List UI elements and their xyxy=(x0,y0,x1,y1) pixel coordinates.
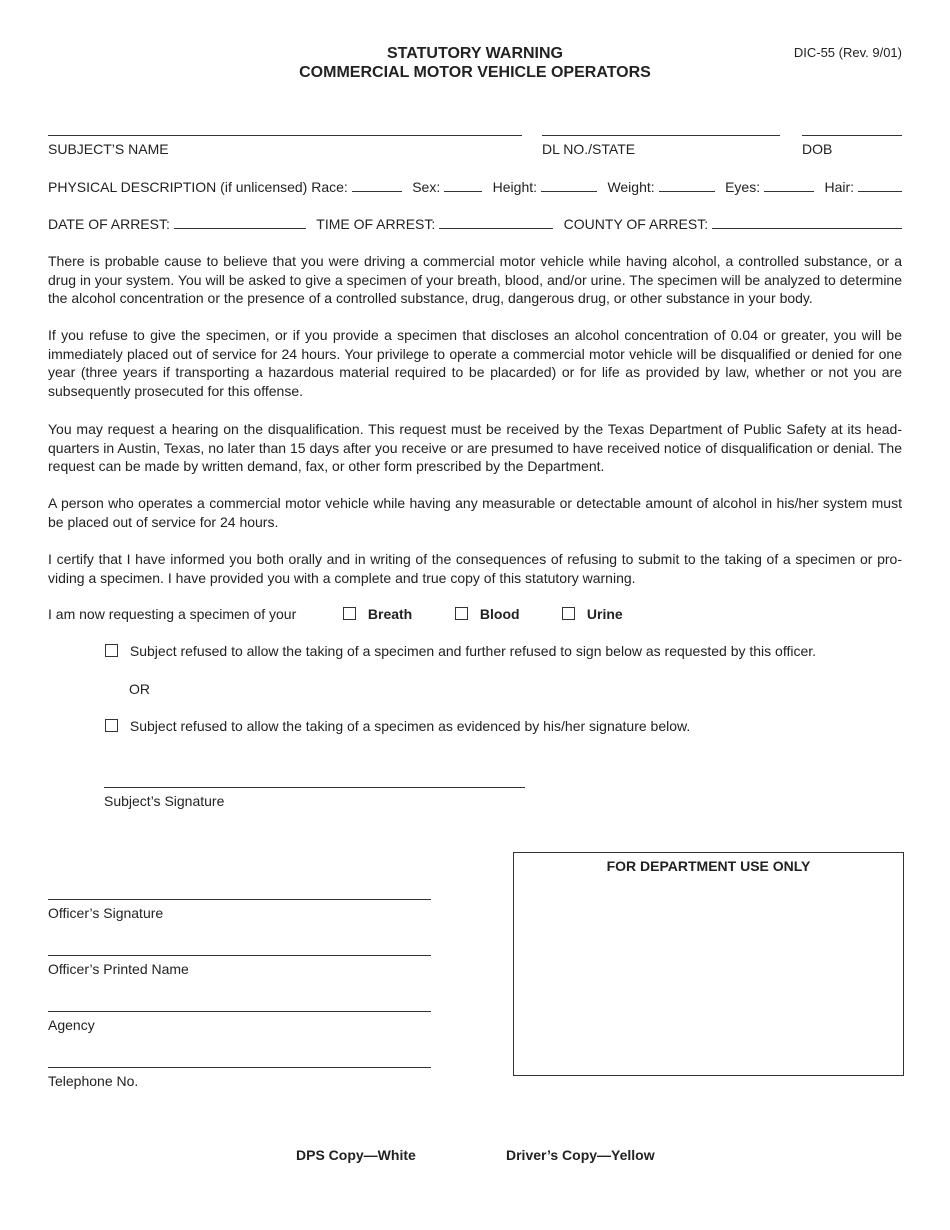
dl-label: DL NO./STATE xyxy=(542,141,636,157)
dob-line[interactable] xyxy=(802,135,902,136)
hair-field[interactable] xyxy=(858,178,902,192)
department-use-title: FOR DEPARTMENT USE ONLY xyxy=(606,858,811,874)
dob-label: DOB xyxy=(802,141,833,157)
refusal-option-2-text: Subject refused to allow the taking of a specimen as evidenced by his/her signature below. xyxy=(129,718,691,734)
date-arrest-field[interactable] xyxy=(174,215,306,229)
hearing-paragraph: You may request a hearing on the disqualification. This request must be received by the Texas Department of Public Safety at its headquarters in Austin, Texas, no later than 15 days after you receive or are presumed to have received notice of disqualification or denial. The request can be made by written demand, fax, or other form prescribed by the Department. xyxy=(48,421,902,474)
specimen-prompt: I am now requesting a specimen of your xyxy=(48,606,297,622)
department-use-box xyxy=(513,852,904,1076)
race-field[interactable] xyxy=(352,178,402,192)
physical-label: PHYSICAL DESCRIPTION (if unlicensed) Race: xyxy=(48,179,348,195)
eyes-label: Eyes: xyxy=(725,179,761,195)
agency-line[interactable] xyxy=(48,1011,431,1012)
or-label: OR xyxy=(129,681,150,697)
sex-field[interactable] xyxy=(444,178,482,192)
county-arrest-label: COUNTY OF ARREST: xyxy=(563,216,709,232)
subject-signature-line[interactable] xyxy=(104,787,525,788)
refusal-consequences-paragraph: If you refuse to give the specimen, or if you provide a specimen that discloses an alcohol concentration of 0.04 or greater, you will be immediately placed out of service for 24 hours. Your privilege to operate a commercial motor vehicle will be disqualified or denied for one year (three years if transporting a hazardous material required to be placarded) or for life as provided by law, whether or not you are subsequently prosecuted for this offense. xyxy=(48,327,902,399)
probable-cause-paragraph: There is probable cause to believe that you were driving a commercial motor vehicle while having alcohol, a controlled substance, or a drug in your system. You will be asked to give a specimen of your breath, blood, and/or urine. The specimen will be analyzed to determine the alcohol concentration or the presence of a controlled substance, drug, dangerous drug, or other substance in your body. xyxy=(48,253,902,306)
form-title: STATUTORY WARNING xyxy=(387,45,563,62)
weight-label: Weight: xyxy=(607,179,655,195)
time-arrest-field[interactable] xyxy=(439,215,553,229)
officer-printed-name-label: Officer’s Printed Name xyxy=(48,961,189,977)
weight-field[interactable] xyxy=(659,178,715,192)
height-label: Height: xyxy=(492,179,538,195)
dps-copy-label: DPS Copy—White xyxy=(296,1147,416,1163)
physical-description-row xyxy=(48,178,902,195)
refusal-option-2[interactable] xyxy=(105,718,690,734)
telephone-label: Telephone No. xyxy=(48,1073,139,1089)
out-of-service-paragraph: A person who operates a commercial motor vehicle while having any measurable or detectable amount of alcohol in his/her system must be placed out of service for 24 hours. xyxy=(48,495,902,530)
urine-checkbox[interactable] xyxy=(562,607,575,620)
breath-label: Breath xyxy=(367,606,413,622)
refusal-option-1-checkbox[interactable] xyxy=(105,644,118,657)
sex-label: Sex: xyxy=(412,179,441,195)
officer-signature-label: Officer’s Signature xyxy=(48,905,164,921)
arrest-row xyxy=(48,215,902,232)
breath-option[interactable] xyxy=(343,606,412,622)
refusal-option-1-text: Subject refused to allow the taking of a specimen and further refused to sign below as requested by this officer. xyxy=(129,643,817,659)
blood-option[interactable] xyxy=(455,606,520,622)
telephone-line[interactable] xyxy=(48,1067,431,1068)
blood-label: Blood xyxy=(479,606,520,622)
eyes-field[interactable] xyxy=(764,178,814,192)
breath-checkbox[interactable] xyxy=(343,607,356,620)
dl-line[interactable] xyxy=(542,135,780,136)
driver-copy-label: Driver’s Copy—Yellow xyxy=(506,1147,655,1163)
height-field[interactable] xyxy=(541,178,597,192)
county-arrest-field[interactable] xyxy=(712,215,902,229)
hair-label: Hair: xyxy=(824,179,855,195)
agency-label: Agency xyxy=(48,1017,95,1033)
form-number: DIC-55 (Rev. 9/01) xyxy=(793,45,902,60)
subject-name-line[interactable] xyxy=(48,135,522,136)
time-arrest-label: TIME OF ARREST: xyxy=(316,216,436,232)
urine-label: Urine xyxy=(586,606,623,622)
date-arrest-label: DATE OF ARREST: xyxy=(48,216,170,232)
officer-signature-line[interactable] xyxy=(48,899,431,900)
refusal-option-1[interactable] xyxy=(105,643,816,659)
form-subtitle: COMMERCIAL MOTOR VEHICLE OPERATORS xyxy=(299,64,651,81)
officer-printed-name-line[interactable] xyxy=(48,955,431,956)
subject-name-label: SUBJECT’S NAME xyxy=(48,141,169,157)
subject-signature-label: Subject’s Signature xyxy=(104,793,225,809)
refusal-option-2-checkbox[interactable] xyxy=(105,719,118,732)
urine-option[interactable] xyxy=(562,606,623,622)
blood-checkbox[interactable] xyxy=(455,607,468,620)
certification-paragraph: I certify that I have informed you both orally and in writing of the consequences of refusing to submit to the taking of a specimen or providing a specimen. I have provided you with a complete and true copy of this statutory warning. xyxy=(48,551,902,586)
